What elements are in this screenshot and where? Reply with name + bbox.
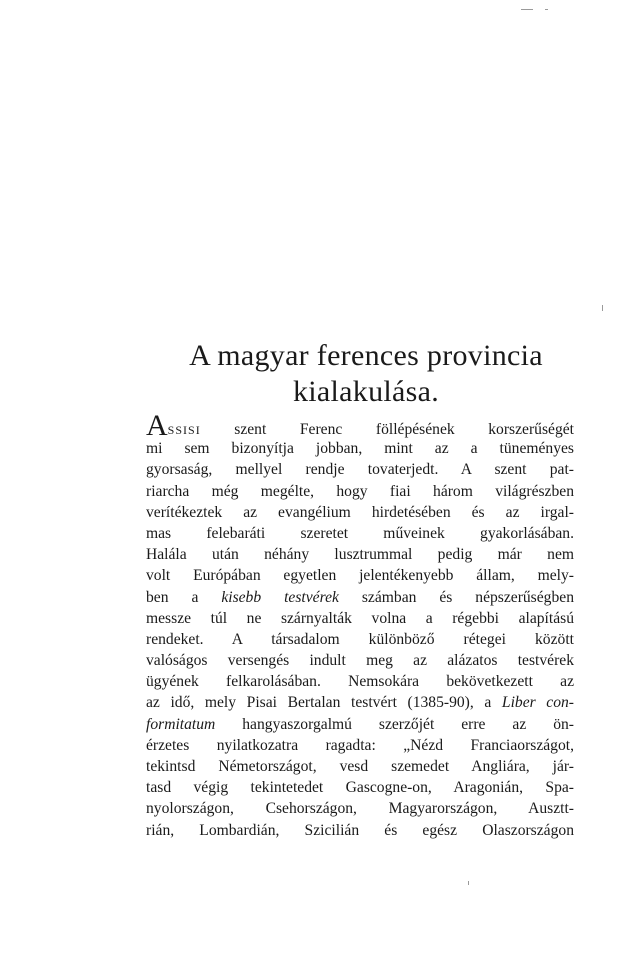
scan-speck	[602, 305, 603, 311]
text-line: valóságos versengés indult meg az alázatos testvérek	[146, 652, 574, 670]
italic-phrase: Liber con-	[501, 694, 574, 712]
text-line: ASSISI szent Ferenc föllépésének korszerűségét	[146, 409, 574, 442]
chapter-title	[140, 338, 592, 410]
text-line: volt Európában egyetlen jelentékenyebb állam, mely-	[146, 567, 574, 585]
text-line: az idő, mely Pisai Bertalan testvért (1385-90), a Liber con-	[146, 694, 574, 712]
chapter-title-line-1: A magyar ferences provincia	[189, 339, 543, 372]
chapter-title-line-2: kialakulása.	[292, 375, 440, 408]
text-line: nyolországon, Csehországon, Magyarországon, Ausztt-	[146, 800, 574, 818]
text-line: rián, Lombardián, Szicilián és egész Olaszországon	[146, 821, 574, 839]
text-line: mi sem bizonyítja jobban, mint az a tüneményes	[146, 440, 574, 458]
scan-speck	[521, 9, 533, 10]
text-line: messze túl ne szárnyalták volna a régebbi alapítású	[146, 609, 574, 627]
text-line: tasd végig tekintetedet Gascogne-on, Aragonián, Spa-	[146, 779, 574, 797]
scan-speck	[468, 881, 469, 885]
text-line: érzetes nyilatkozatra ragadta: „Nézd Franciaországot,	[146, 736, 574, 754]
italic-phrase: formitatum	[146, 715, 216, 733]
text-line: tekintsd Németországot, vesd szemedet Angliára, jár-	[146, 758, 574, 775]
body-paragraph	[146, 409, 574, 841]
scan-speck	[545, 9, 548, 10]
text-line: Halála után néhány lusztrummal pedig már nem	[146, 546, 574, 564]
drop-cap: A	[146, 409, 168, 442]
text-line: riarcha még megélte, hogy fiai három világrészben	[146, 482, 574, 500]
italic-phrase: kisebb testvérek	[221, 588, 339, 606]
text-line: ben a kisebb testvérek számban és népszerűségben	[146, 588, 574, 606]
text-line: mas felebaráti szeretet műveinek gyakorlásában.	[146, 524, 574, 542]
text-line: gyorsaság, mellyel rendje tovaterjedt. A szent pat-	[146, 461, 574, 479]
text-line: rendeket. A társadalom különböző rétegei között	[146, 630, 574, 648]
small-caps-word: SSISI	[167, 423, 201, 437]
text-line: formitatum hangyaszorgalmú szerzőjét erre az ön-	[146, 715, 574, 733]
text-line: ügyének felkarolásában. Nemsokára bekövetkezett az	[146, 673, 574, 691]
text-line: verítékeztek az evangélium hirdetésében és az irgal-	[146, 503, 574, 521]
